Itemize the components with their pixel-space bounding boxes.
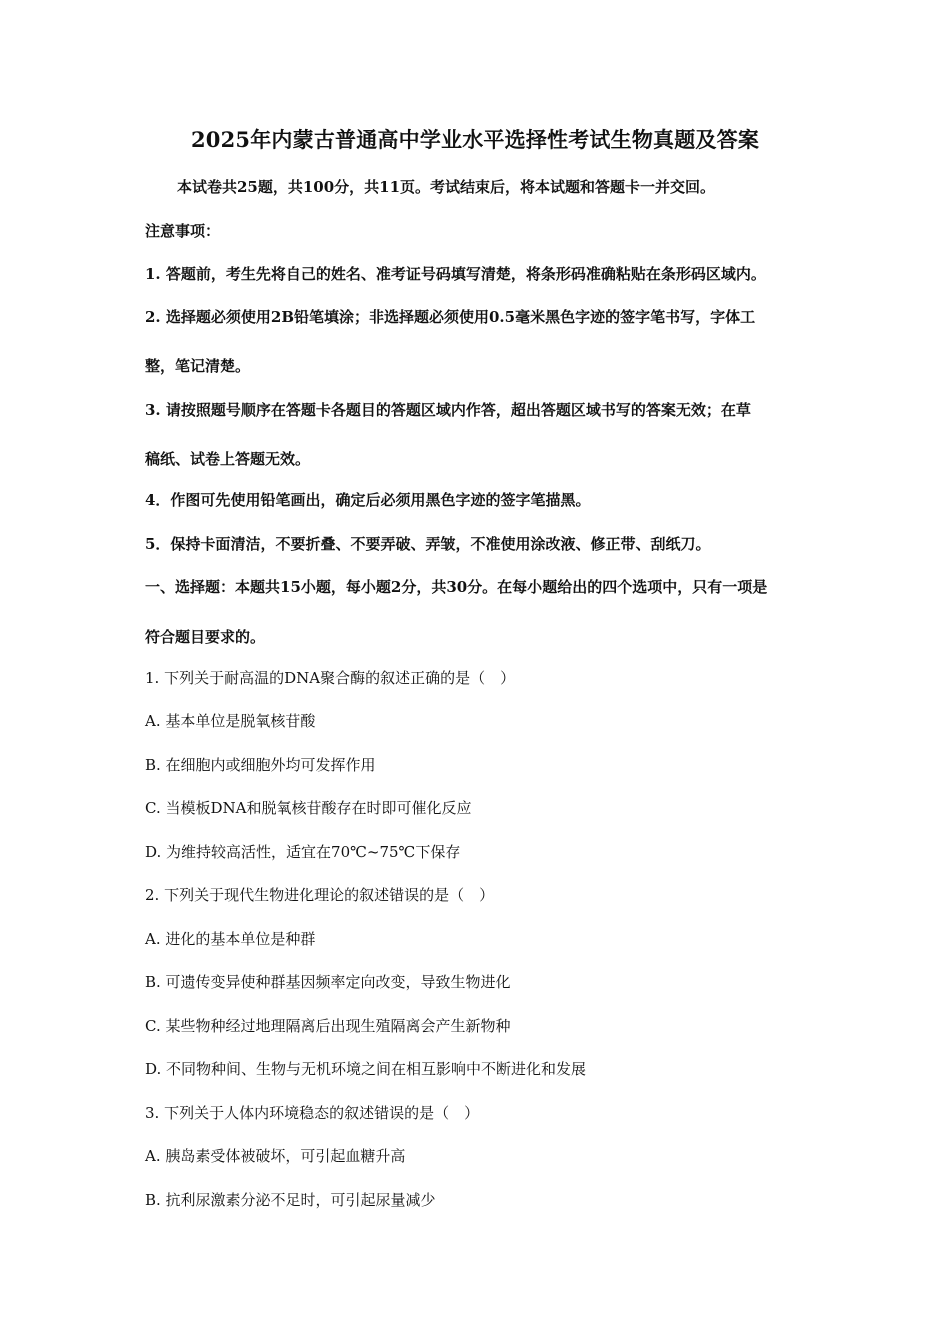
notice-item-1: 1. 答题前，考生先将自己的姓名、准考证号码填写清楚，将条形码准确粘贴在条形码区域内。 bbox=[145, 265, 766, 283]
section-heading: 一、选择题：本题共15小题，每小题2分，共30分。在每小题给出的四个选项中，只有一项是 bbox=[145, 578, 768, 596]
question-1-option-b: B. 在细胞内或细胞外均可发挥作用 bbox=[145, 756, 376, 774]
question-1-option-d: D. 为维持较高活性，适宜在70℃~75℃下保存 bbox=[145, 843, 461, 861]
notice-item-5: 5．保持卡面清洁，不要折叠、不要弄破、弄皱，不准使用涂改液、修正带、刮纸刀。 bbox=[145, 535, 711, 553]
question-2-option-c: C. 某些物种经过地理隔离后出现生殖隔离会产生新物种 bbox=[145, 1017, 511, 1035]
notice-item-2: 2. 选择题必须使用2B铅笔填涂；非选择题必须使用0.5毫米黑色字迹的签字笔书写，字体工 bbox=[145, 308, 756, 326]
question-2-stem: 2. 下列关于现代生物进化理论的叙述错误的是（ ） bbox=[145, 886, 495, 904]
question-3-option-b: B. 抗利尿激素分泌不足时，可引起尿量减少 bbox=[145, 1191, 436, 1209]
notice-heading: 注意事项： bbox=[145, 222, 221, 240]
question-3-option-a: A. 胰岛素受体被破坏，可引起血糖升高 bbox=[145, 1147, 406, 1165]
section-heading-cont: 符合题目要求的。 bbox=[145, 628, 266, 646]
notice-item-4: 4．作图可先使用铅笔画出，确定后必须用黑色字迹的签字笔描黑。 bbox=[145, 491, 591, 509]
question-3-stem: 3. 下列关于人体内环境稳态的叙述错误的是（ ） bbox=[145, 1104, 480, 1122]
exam-intro: 本试卷共25题，共100分，共11页。考试结束后，将本试题和答题卡一并交回。 bbox=[177, 178, 716, 196]
question-2-option-b: B. 可遗传变异使种群基因频率定向改变，导致生物进化 bbox=[145, 973, 511, 991]
question-1-option-a: A. 基本单位是脱氧核苷酸 bbox=[145, 712, 316, 730]
notice-item-3: 3. 请按照题号顺序在答题卡各题目的答题区域内作答，超出答题区域书写的答案无效；在草 bbox=[145, 401, 751, 419]
question-1-option-c: C. 当模板DNA和脱氧核苷酸存在时即可催化反应 bbox=[145, 799, 472, 817]
notice-item-3-cont: 稿纸、试卷上答题无效。 bbox=[145, 450, 311, 468]
notice-item-2-cont: 整，笔记清楚。 bbox=[145, 357, 251, 375]
question-1-stem: 1. 下列关于耐高温的DNA聚合酶的叙述正确的是（ ） bbox=[145, 669, 516, 687]
question-2-option-a: A. 进化的基本单位是种群 bbox=[145, 930, 316, 948]
page-title: 2025年内蒙古普通高中学业水平选择性考试生物真题及答案 bbox=[190, 127, 760, 152]
question-2-option-d: D. 不同物种间、生物与无机环境之间在相互影响中不断进化和发展 bbox=[145, 1060, 587, 1078]
